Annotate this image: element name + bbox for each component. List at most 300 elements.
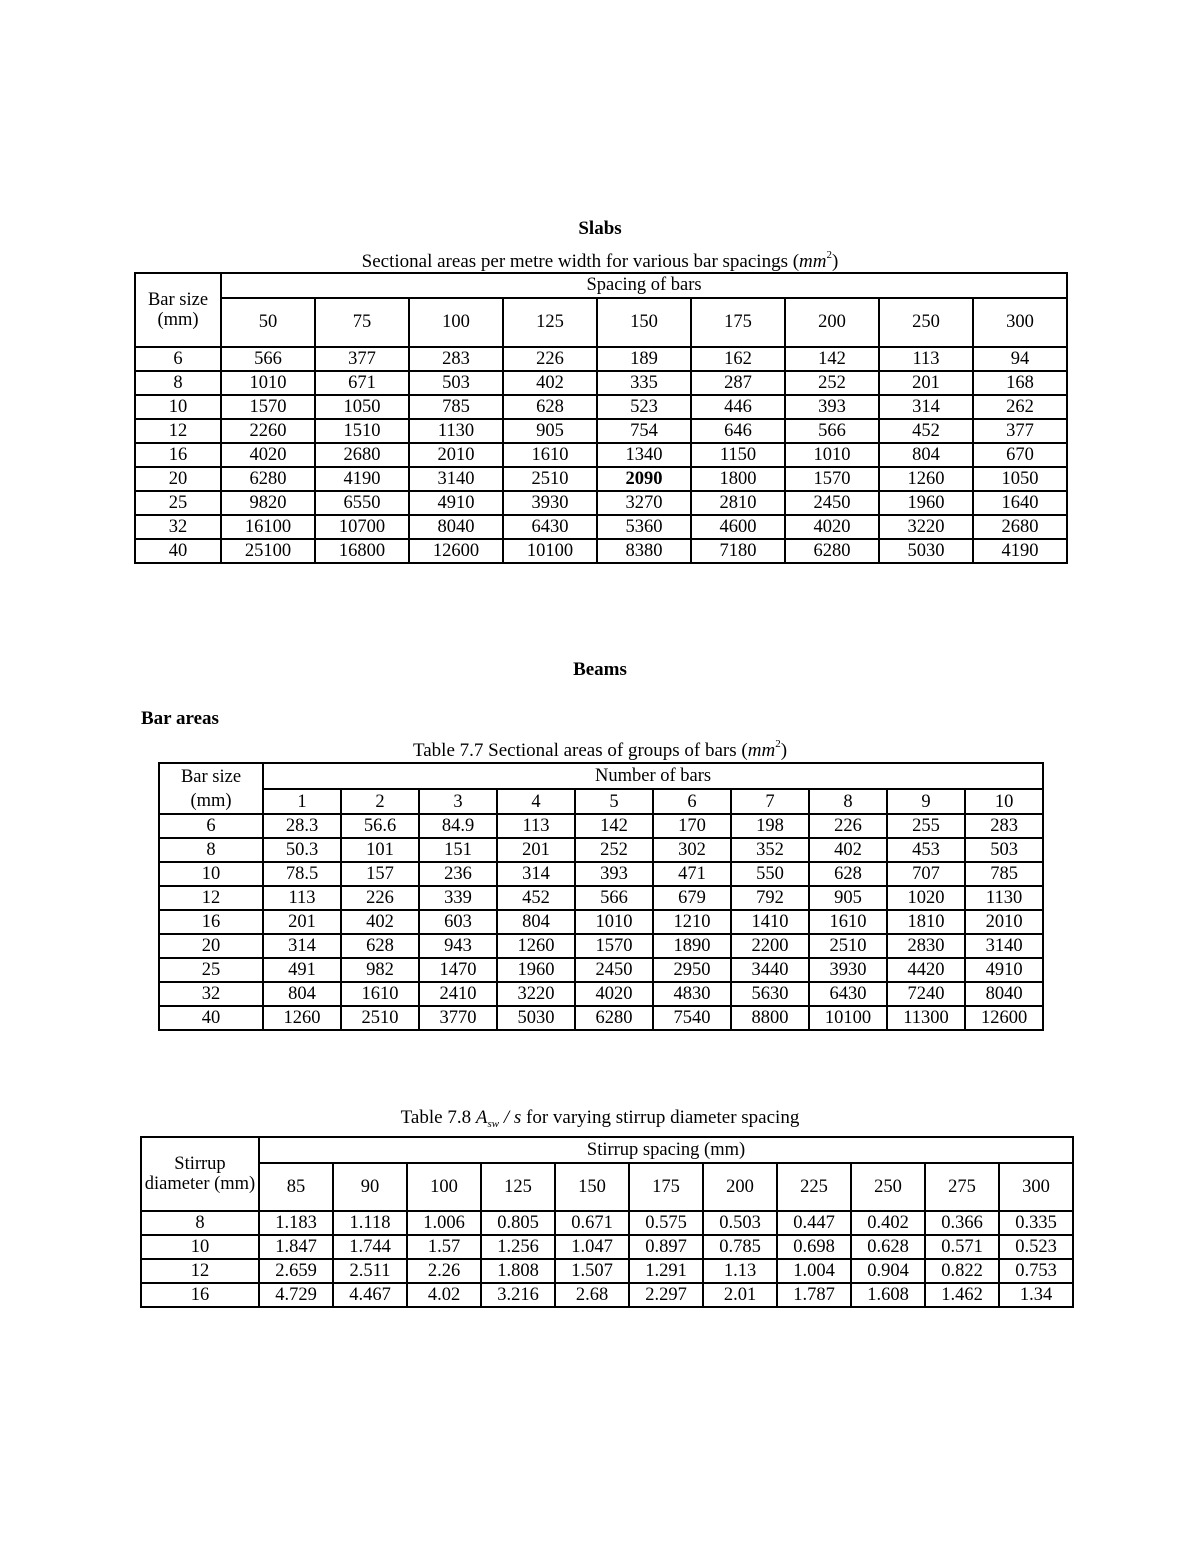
table-cell: 1010 <box>221 371 315 395</box>
table-cell: 1960 <box>879 491 973 515</box>
table-cell: 201 <box>497 838 575 862</box>
table-cell: 2410 <box>419 982 497 1006</box>
table-cell: 10100 <box>503 539 597 563</box>
table-cell: 10700 <box>315 515 409 539</box>
table-cell: 226 <box>809 814 887 838</box>
table-cell: 113 <box>497 814 575 838</box>
table-cell: 302 <box>653 838 731 862</box>
row-header-bar-size: 16 <box>141 1283 259 1307</box>
table-cell: 3140 <box>409 467 503 491</box>
row-header-bar-size: 8 <box>135 371 221 395</box>
table-cell: 3270 <box>597 491 691 515</box>
table-row <box>159 982 1043 1006</box>
table-cell: 0.904 <box>851 1259 925 1283</box>
row-header-bar-size: 40 <box>159 1006 263 1030</box>
table-cell: 4020 <box>785 515 879 539</box>
table-cell: 402 <box>341 910 419 934</box>
table-cell: 8040 <box>965 982 1043 1006</box>
table-cell: 2260 <box>221 419 315 443</box>
table-cell: 1.608 <box>851 1283 925 1307</box>
row-header-bar-size: 25 <box>159 958 263 982</box>
table-cell: 0.805 <box>481 1211 555 1235</box>
table-cell: 550 <box>731 862 809 886</box>
table-row <box>135 395 1067 419</box>
table-cell: 16100 <box>221 515 315 539</box>
table-cell: 2450 <box>785 491 879 515</box>
table-cell: 785 <box>409 395 503 419</box>
table-cell: 162 <box>691 347 785 371</box>
table-cell: 314 <box>879 395 973 419</box>
table-cell: 3930 <box>503 491 597 515</box>
table-cell: 255 <box>887 814 965 838</box>
table-cell: 0.402 <box>851 1211 925 1235</box>
stirrups-group-header: Stirrup spacing (mm) <box>259 1137 1073 1163</box>
table-cell: 402 <box>503 371 597 395</box>
row-header-bar-size: 8 <box>141 1211 259 1235</box>
column-header: 1 <box>263 789 341 814</box>
table-cell: 5030 <box>879 539 973 563</box>
table-row <box>159 886 1043 910</box>
table-cell: 1510 <box>315 419 409 443</box>
table-cell: 5360 <box>597 515 691 539</box>
table-cell: 566 <box>221 347 315 371</box>
table-cell: 142 <box>785 347 879 371</box>
table-row <box>159 862 1043 886</box>
table-row <box>141 1235 1073 1259</box>
beams-corner-header-top: Bar size <box>159 763 263 789</box>
table-cell: 377 <box>315 347 409 371</box>
table-cell: 1130 <box>965 886 1043 910</box>
table-cell: 491 <box>263 958 341 982</box>
column-header: 250 <box>851 1163 925 1211</box>
table-cell: 168 <box>973 371 1067 395</box>
table-cell: 4020 <box>575 982 653 1006</box>
column-header: 100 <box>409 298 503 347</box>
beams-table <box>158 762 1044 1031</box>
table-cell: 94 <box>973 347 1067 371</box>
table-cell: 314 <box>263 934 341 958</box>
table-cell: 5630 <box>731 982 809 1006</box>
table-cell: 3.216 <box>481 1283 555 1307</box>
column-header: 100 <box>407 1163 481 1211</box>
table-cell: 452 <box>879 419 973 443</box>
table-cell: 335 <box>597 371 691 395</box>
table-cell: 1.256 <box>481 1235 555 1259</box>
row-header-bar-size: 10 <box>135 395 221 419</box>
table-cell: 6430 <box>503 515 597 539</box>
column-header: 3 <box>419 789 497 814</box>
table-cell: 4190 <box>973 539 1067 563</box>
table-cell: 12600 <box>965 1006 1043 1030</box>
column-header: 125 <box>481 1163 555 1211</box>
table-cell: 2.297 <box>629 1283 703 1307</box>
table-cell: 142 <box>575 814 653 838</box>
slabs-group-header: Spacing of bars <box>221 273 1067 298</box>
table-cell: 16800 <box>315 539 409 563</box>
table-cell: 226 <box>341 886 419 910</box>
table-cell: 262 <box>973 395 1067 419</box>
table-cell: 670 <box>973 443 1067 467</box>
column-header: 6 <box>653 789 731 814</box>
column-header: 7 <box>731 789 809 814</box>
column-header: 75 <box>315 298 409 347</box>
row-header-bar-size: 10 <box>141 1235 259 1259</box>
table-cell: 0.523 <box>999 1235 1073 1259</box>
table-cell: 4830 <box>653 982 731 1006</box>
table-cell: 2010 <box>965 910 1043 934</box>
table-cell: 252 <box>785 371 879 395</box>
table-cell: 56.6 <box>341 814 419 838</box>
table-cell: 3930 <box>809 958 887 982</box>
table-cell: 2010 <box>409 443 503 467</box>
table-cell: 1260 <box>263 1006 341 1030</box>
row-header-bar-size: 6 <box>135 347 221 371</box>
table-row <box>135 491 1067 515</box>
table-cell: 6280 <box>785 539 879 563</box>
table-cell: 1960 <box>497 958 575 982</box>
table-cell: 4.02 <box>407 1283 481 1307</box>
row-header-bar-size: 12 <box>141 1259 259 1283</box>
table-cell: 1610 <box>809 910 887 934</box>
table-cell: 1.808 <box>481 1259 555 1283</box>
row-header-bar-size: 40 <box>135 539 221 563</box>
table-cell: 0.503 <box>703 1211 777 1235</box>
table-cell: 78.5 <box>263 862 341 886</box>
table-row <box>159 814 1043 838</box>
table-cell: 50.3 <box>263 838 341 862</box>
table-cell: 982 <box>341 958 419 982</box>
table-cell: 2.511 <box>333 1259 407 1283</box>
table-cell: 352 <box>731 838 809 862</box>
row-header-bar-size: 6 <box>159 814 263 838</box>
table-cell: 2.01 <box>703 1283 777 1307</box>
table-cell: 4.467 <box>333 1283 407 1307</box>
table-row <box>141 1259 1073 1283</box>
table-cell: 2.68 <box>555 1283 629 1307</box>
table-cell: 905 <box>809 886 887 910</box>
table-cell: 1210 <box>653 910 731 934</box>
table-cell: 1810 <box>887 910 965 934</box>
table-cell: 628 <box>341 934 419 958</box>
table-cell: 283 <box>965 814 1043 838</box>
table-cell: 113 <box>263 886 341 910</box>
table-row <box>159 910 1043 934</box>
row-header-bar-size: 20 <box>159 934 263 958</box>
table-cell: 628 <box>809 862 887 886</box>
table-cell: 1010 <box>575 910 653 934</box>
table-cell: 2090 <box>597 467 691 491</box>
table-row <box>159 838 1043 862</box>
table-cell: 2680 <box>973 515 1067 539</box>
table-cell: 12600 <box>409 539 503 563</box>
table-cell: 943 <box>419 934 497 958</box>
table-cell: 101 <box>341 838 419 862</box>
column-header: 50 <box>221 298 315 347</box>
table-cell: 1.183 <box>259 1211 333 1235</box>
table-cell: 1570 <box>785 467 879 491</box>
table-cell: 1.507 <box>555 1259 629 1283</box>
column-header: 225 <box>777 1163 851 1211</box>
table-cell: 9820 <box>221 491 315 515</box>
column-header: 200 <box>703 1163 777 1211</box>
table-cell: 8800 <box>731 1006 809 1030</box>
table-cell: 2.26 <box>407 1259 481 1283</box>
slabs-table-caption: Sectional areas per metre width for various bar spacings $(mm^2)$ <box>361 249 839 272</box>
table-cell: 1570 <box>575 934 653 958</box>
table-cell: 1.291 <box>629 1259 703 1283</box>
table-cell: 471 <box>653 862 731 886</box>
table-cell: 0.575 <box>629 1211 703 1235</box>
table-cell: 1.118 <box>333 1211 407 1235</box>
stirrups-column-headers <box>141 1163 1073 1211</box>
slabs-heading: Slabs <box>578 218 622 239</box>
table-cell: 452 <box>497 886 575 910</box>
column-header: 175 <box>629 1163 703 1211</box>
table-cell: 2810 <box>691 491 785 515</box>
row-header-bar-size: 32 <box>135 515 221 539</box>
table-cell: 339 <box>419 886 497 910</box>
table-cell: 3220 <box>879 515 973 539</box>
table-cell: 4910 <box>965 958 1043 982</box>
table-row <box>135 515 1067 539</box>
column-header: 300 <box>973 298 1067 347</box>
table-cell: 3770 <box>419 1006 497 1030</box>
slabs-corner-header: Bar size (mm) <box>135 273 221 347</box>
table-cell: 0.366 <box>925 1211 999 1235</box>
table-cell: 377 <box>973 419 1067 443</box>
table-cell: 503 <box>409 371 503 395</box>
table-cell: 6280 <box>221 467 315 491</box>
table-cell: 1340 <box>597 443 691 467</box>
stirrups-corner-header: Stirrup diameter (mm) <box>141 1137 259 1211</box>
row-header-bar-size: 12 <box>135 419 221 443</box>
slabs-table <box>134 272 1068 564</box>
table-cell: 226 <box>503 347 597 371</box>
table-cell: 446 <box>691 395 785 419</box>
table-cell: 1150 <box>691 443 785 467</box>
table-cell: 1.13 <box>703 1259 777 1283</box>
table-row <box>135 467 1067 491</box>
row-header-bar-size: 12 <box>159 886 263 910</box>
table-cell: 4190 <box>315 467 409 491</box>
table-cell: 287 <box>691 371 785 395</box>
table-cell: 566 <box>785 419 879 443</box>
column-header: 4 <box>497 789 575 814</box>
table-cell: 1.787 <box>777 1283 851 1307</box>
table-cell: 7180 <box>691 539 785 563</box>
table-cell: 1610 <box>503 443 597 467</box>
table-cell: 0.753 <box>999 1259 1073 1283</box>
table-cell: 566 <box>575 886 653 910</box>
table-cell: 3140 <box>965 934 1043 958</box>
column-header: 200 <box>785 298 879 347</box>
table-cell: 6280 <box>575 1006 653 1030</box>
beams-corner-header-bottom: (mm) <box>159 789 263 814</box>
row-header-bar-size: 10 <box>159 862 263 886</box>
table-cell: 6550 <box>315 491 409 515</box>
column-header: 2 <box>341 789 419 814</box>
table-cell: 3440 <box>731 958 809 982</box>
table-cell: 198 <box>731 814 809 838</box>
table-cell: 28.3 <box>263 814 341 838</box>
slabs-column-headers <box>135 298 1067 347</box>
table-cell: 0.698 <box>777 1235 851 1259</box>
table-cell: 679 <box>653 886 731 910</box>
table-cell: 2950 <box>653 958 731 982</box>
table-cell: 4.729 <box>259 1283 333 1307</box>
table-cell: 905 <box>503 419 597 443</box>
table-cell: 1.006 <box>407 1211 481 1235</box>
table-cell: 0.671 <box>555 1211 629 1235</box>
stirrups-table <box>140 1136 1074 1308</box>
table-cell: 792 <box>731 886 809 910</box>
column-header: 250 <box>879 298 973 347</box>
beams-group-header: Number of bars <box>263 763 1043 789</box>
column-header: 300 <box>999 1163 1073 1211</box>
table-cell: 8040 <box>409 515 503 539</box>
table-row <box>141 1283 1073 1307</box>
table-cell: 113 <box>879 347 973 371</box>
table-cell: 503 <box>965 838 1043 862</box>
column-header: 125 <box>503 298 597 347</box>
column-header: 85 <box>259 1163 333 1211</box>
table-cell: 1410 <box>731 910 809 934</box>
table-cell: 671 <box>315 371 409 395</box>
table-cell: 1.004 <box>777 1259 851 1283</box>
table-row <box>135 539 1067 563</box>
table-cell: 603 <box>419 910 497 934</box>
table-cell: 628 <box>503 395 597 419</box>
row-header-bar-size: 16 <box>135 443 221 467</box>
table-cell: 8380 <box>597 539 691 563</box>
table-cell: 1020 <box>887 886 965 910</box>
table-cell: 1570 <box>221 395 315 419</box>
row-header-bar-size: 32 <box>159 982 263 1006</box>
table-row <box>135 419 1067 443</box>
table-row <box>141 1211 1073 1235</box>
column-header: 150 <box>555 1163 629 1211</box>
table-cell: 4910 <box>409 491 503 515</box>
table-cell: 201 <box>263 910 341 934</box>
table-cell: 393 <box>575 862 653 886</box>
table-cell: 4600 <box>691 515 785 539</box>
table-cell: 804 <box>263 982 341 1006</box>
table-cell: 4020 <box>221 443 315 467</box>
table-cell: 11300 <box>887 1006 965 1030</box>
beams-column-headers <box>159 789 1043 814</box>
table-cell: 2200 <box>731 934 809 958</box>
table-cell: 0.897 <box>629 1235 703 1259</box>
table-cell: 157 <box>341 862 419 886</box>
table-cell: 1.744 <box>333 1235 407 1259</box>
table-cell: 393 <box>785 395 879 419</box>
table-cell: 7240 <box>887 982 965 1006</box>
table-cell: 754 <box>597 419 691 443</box>
table-cell: 201 <box>879 371 973 395</box>
beams-table-caption: Table 7.7 Sectional areas of groups of bars $(mm^2)$ <box>412 738 788 761</box>
table-cell: 1.34 <box>999 1283 1073 1307</box>
table-cell: 523 <box>597 395 691 419</box>
table-cell: 2510 <box>809 934 887 958</box>
table-cell: 6430 <box>809 982 887 1006</box>
table-cell: 1470 <box>419 958 497 982</box>
table-cell: 804 <box>497 910 575 934</box>
table-cell: 236 <box>419 862 497 886</box>
table-cell: 2.659 <box>259 1259 333 1283</box>
column-header: 8 <box>809 789 887 814</box>
table-cell: 1260 <box>497 934 575 958</box>
table-cell: 189 <box>597 347 691 371</box>
table-cell: 2510 <box>341 1006 419 1030</box>
table-cell: 0.822 <box>925 1259 999 1283</box>
column-header: 5 <box>575 789 653 814</box>
table-cell: 25100 <box>221 539 315 563</box>
column-header: 10 <box>965 789 1043 814</box>
table-cell: 1260 <box>879 467 973 491</box>
table-cell: 1050 <box>973 467 1067 491</box>
table-cell: 314 <box>497 862 575 886</box>
row-header-bar-size: 8 <box>159 838 263 862</box>
column-header: 150 <box>597 298 691 347</box>
column-header: 90 <box>333 1163 407 1211</box>
table-cell: 1890 <box>653 934 731 958</box>
table-cell: 0.628 <box>851 1235 925 1259</box>
table-cell: 1610 <box>341 982 419 1006</box>
column-header: 175 <box>691 298 785 347</box>
table-cell: 7540 <box>653 1006 731 1030</box>
table-cell: 170 <box>653 814 731 838</box>
table-cell: 10100 <box>809 1006 887 1030</box>
table-cell: 151 <box>419 838 497 862</box>
table-cell: 1640 <box>973 491 1067 515</box>
table-cell: 1800 <box>691 467 785 491</box>
table-cell: 1.462 <box>925 1283 999 1307</box>
table-row <box>159 1006 1043 1030</box>
table-row <box>135 371 1067 395</box>
table-cell: 5030 <box>497 1006 575 1030</box>
column-header: 275 <box>925 1163 999 1211</box>
beams-heading: Beams <box>573 659 627 680</box>
table-cell: 0.571 <box>925 1235 999 1259</box>
table-cell: 4420 <box>887 958 965 982</box>
table-cell: 1.047 <box>555 1235 629 1259</box>
table-row <box>135 347 1067 371</box>
table-cell: 252 <box>575 838 653 862</box>
table-cell: 1.57 <box>407 1235 481 1259</box>
table-cell: 84.9 <box>419 814 497 838</box>
table-cell: 283 <box>409 347 503 371</box>
table-cell: 402 <box>809 838 887 862</box>
table-cell: 0.447 <box>777 1211 851 1235</box>
row-header-bar-size: 25 <box>135 491 221 515</box>
table-cell: 1010 <box>785 443 879 467</box>
table-row <box>159 934 1043 958</box>
column-header: 9 <box>887 789 965 814</box>
table-cell: 1.847 <box>259 1235 333 1259</box>
table-cell: 3220 <box>497 982 575 1006</box>
table-cell: 785 <box>965 862 1043 886</box>
table-row <box>159 958 1043 982</box>
table-cell: 0.335 <box>999 1211 1073 1235</box>
table-cell: 2510 <box>503 467 597 491</box>
table-cell: 0.785 <box>703 1235 777 1259</box>
table-cell: 1050 <box>315 395 409 419</box>
table-cell: 707 <box>887 862 965 886</box>
table-cell: 2830 <box>887 934 965 958</box>
table-cell: 646 <box>691 419 785 443</box>
bar-areas-subheading: Bar areas <box>141 708 219 729</box>
table-cell: 2680 <box>315 443 409 467</box>
